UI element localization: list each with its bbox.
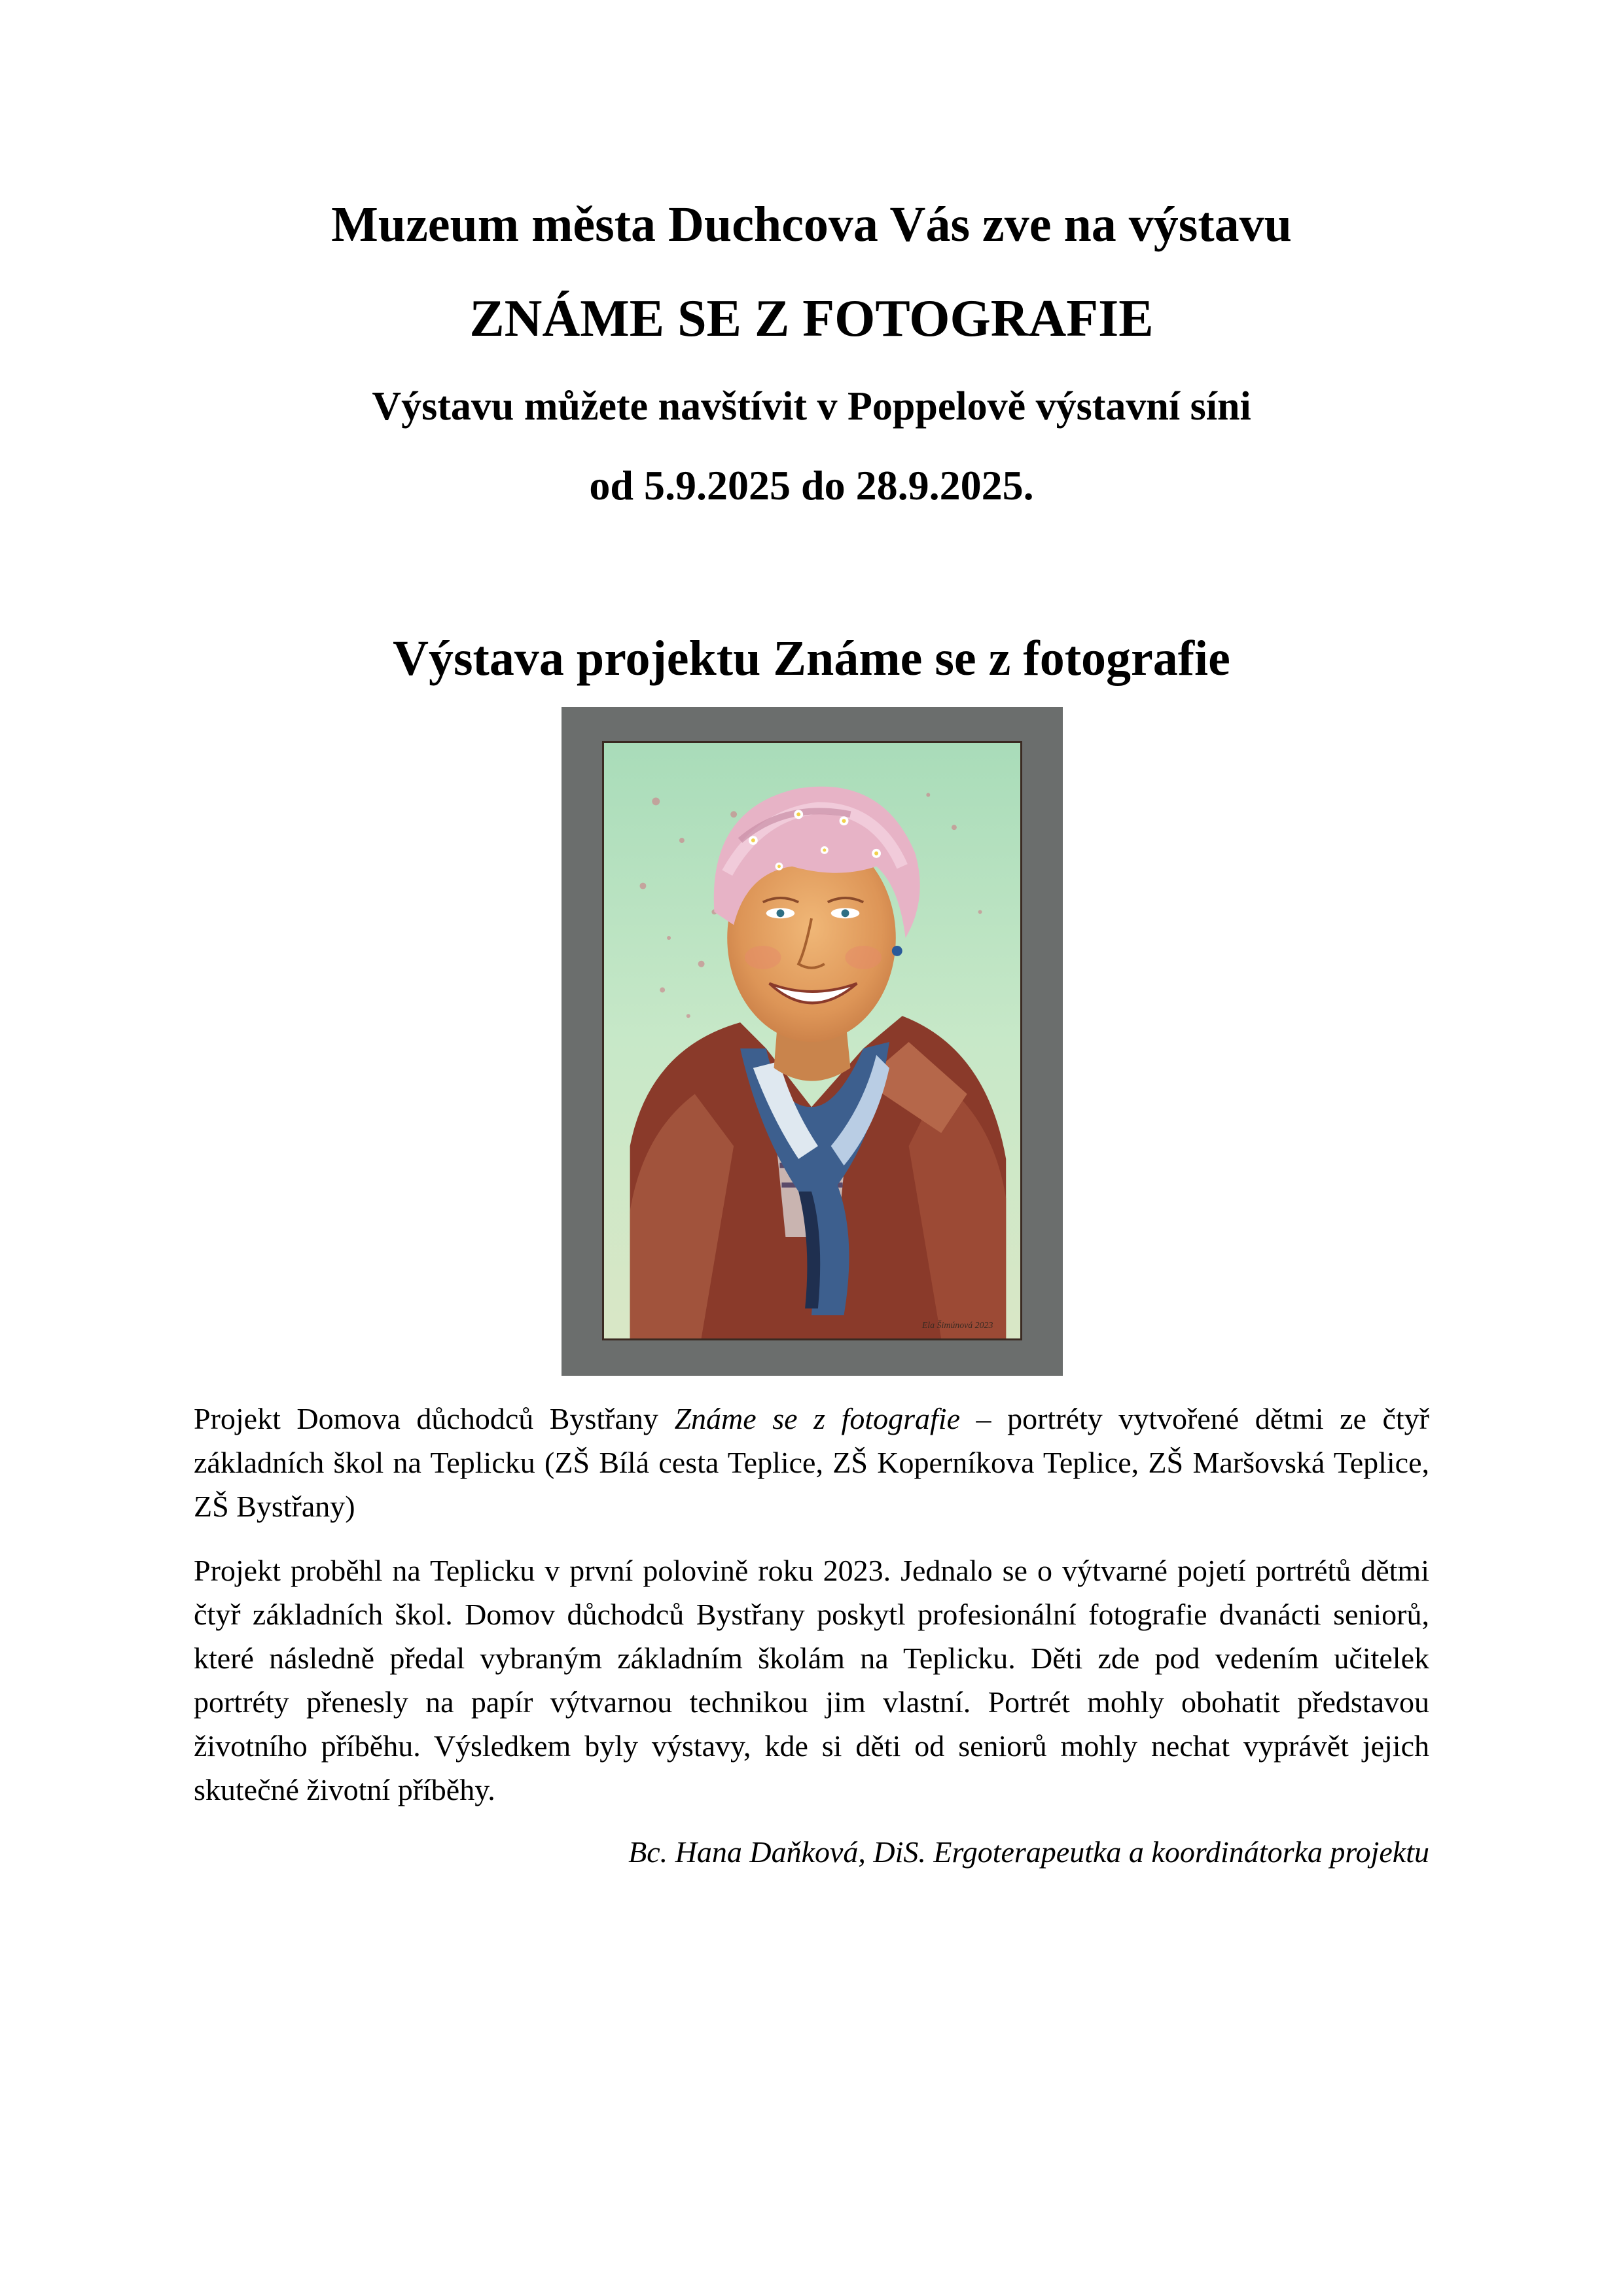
venue-line: Výstavu můžete navštívit v Poppelově výstavní síni [372,384,1251,429]
author-signature: Bc. Hana Daňková, DiS. Ergoterapeutka a koordinátorka projektu [628,1835,1429,1869]
project-description [194,1397,1429,1528]
portrait-image-frame [562,707,1063,1376]
portrait-painting [602,741,1022,1340]
project-name-italic: Známe se z fotografie [674,1402,960,1435]
paragraph1-before: Projekt Domova důchodců Bystřany [194,1402,675,1435]
portrait-illustration [604,743,1020,1338]
project-subtitle: Výstava projektu Známe se z fotografie [393,631,1230,686]
artist-signature: Ela Šimúnová 2023 [921,1321,993,1331]
project-details: Projekt proběhl na Teplicku v první polovině roku 2023. Jednalo se o výtvarné pojetí portrétů dětmi čtyř základních škol. Domov důchodců Bystřany poskytl profesionální fotografie dvanácti seniorů, které následně předal vybraným základním školám na Teplicku. Děti zde pod vedením učitelek portréty přenesly na papír výtvarnou technikou jim vlastní. Portrét mohly obohatit představou životního příběhu. Výsledkem byly výstavy, kde si děti od seniorů mohly nechat vyprávět jejich skutečné životní příběhy. [194,1554,1429,1806]
exhibition-title: ZNÁME SE Z FOTOGRAFIE [469,290,1154,348]
invitation-heading: Muzeum města Duchcova Vás zve na výstavu [331,197,1292,252]
date-range: od 5.9.2025 do 28.9.2025. [589,462,1034,509]
paragraph1-after: – portréty vytvořené dětmi ze čtyř základních škol na Teplicku (ZŠ Bílá cesta Teplice, ZŠ Koperníkova Teplice, ZŠ Maršovská Teplice, ZŠ Bystřany) [194,1402,1429,1523]
